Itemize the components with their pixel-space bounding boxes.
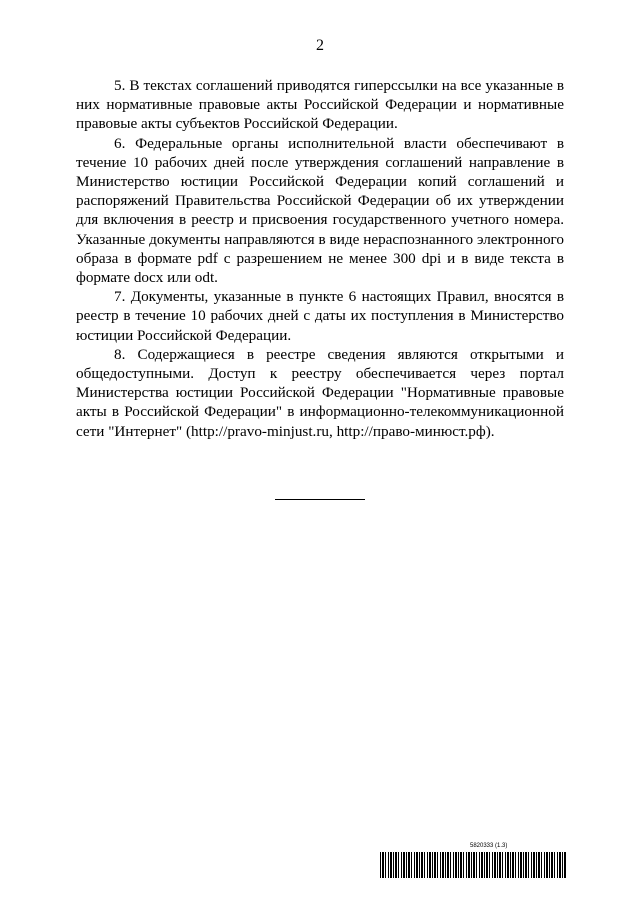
barcode-image bbox=[380, 852, 566, 878]
paragraph-6: 6. Федеральные органы исполнительной власти обеспечивают в течение 10 рабочих дней после утверждения соглашений направление в Министерство юстиции Российской Федерации копий соглашений и распоряжений Правительства Российской Федерации об их утверждении для включения в реестр и присвоения государственного учетного номера. Указанные документы направляются в виде нераспознанного электронного образа в формате pdf с разрешением не менее 300 dpi и в виде текста в формате docx или odt. bbox=[76, 134, 564, 287]
page-number: 2 bbox=[316, 37, 324, 54]
document-body bbox=[76, 76, 564, 441]
barcode-caption: 5820333 (1.3) bbox=[470, 843, 508, 849]
paragraph-8: 8. Содержащиеся в реестре сведения являются открытыми и общедоступными. Доступ к реестру обеспечивается через портал Министерства юстиции Российской Федерации "Нормативные правовые акты в Российской Федерации" в информационно-телекоммуникационной сети "Интернет" (http://pravo-minjust.ru, http://право-минюст.рф). bbox=[76, 345, 564, 440]
paragraph-7: 7. Документы, указанные в пункте 6 настоящих Правил, вносятся в реестр в течение 10 рабочих дней с даты их поступления в Министерство юстиции Российской Федерации. bbox=[76, 288, 564, 344]
paragraph-5: 5. В текстах соглашений приводятся гиперссылки на все указанные в них нормативные правовые акты Российской Федерации и нормативные правовые акты субъектов Российской Федерации. bbox=[76, 77, 564, 133]
end-separator-line bbox=[275, 499, 365, 500]
